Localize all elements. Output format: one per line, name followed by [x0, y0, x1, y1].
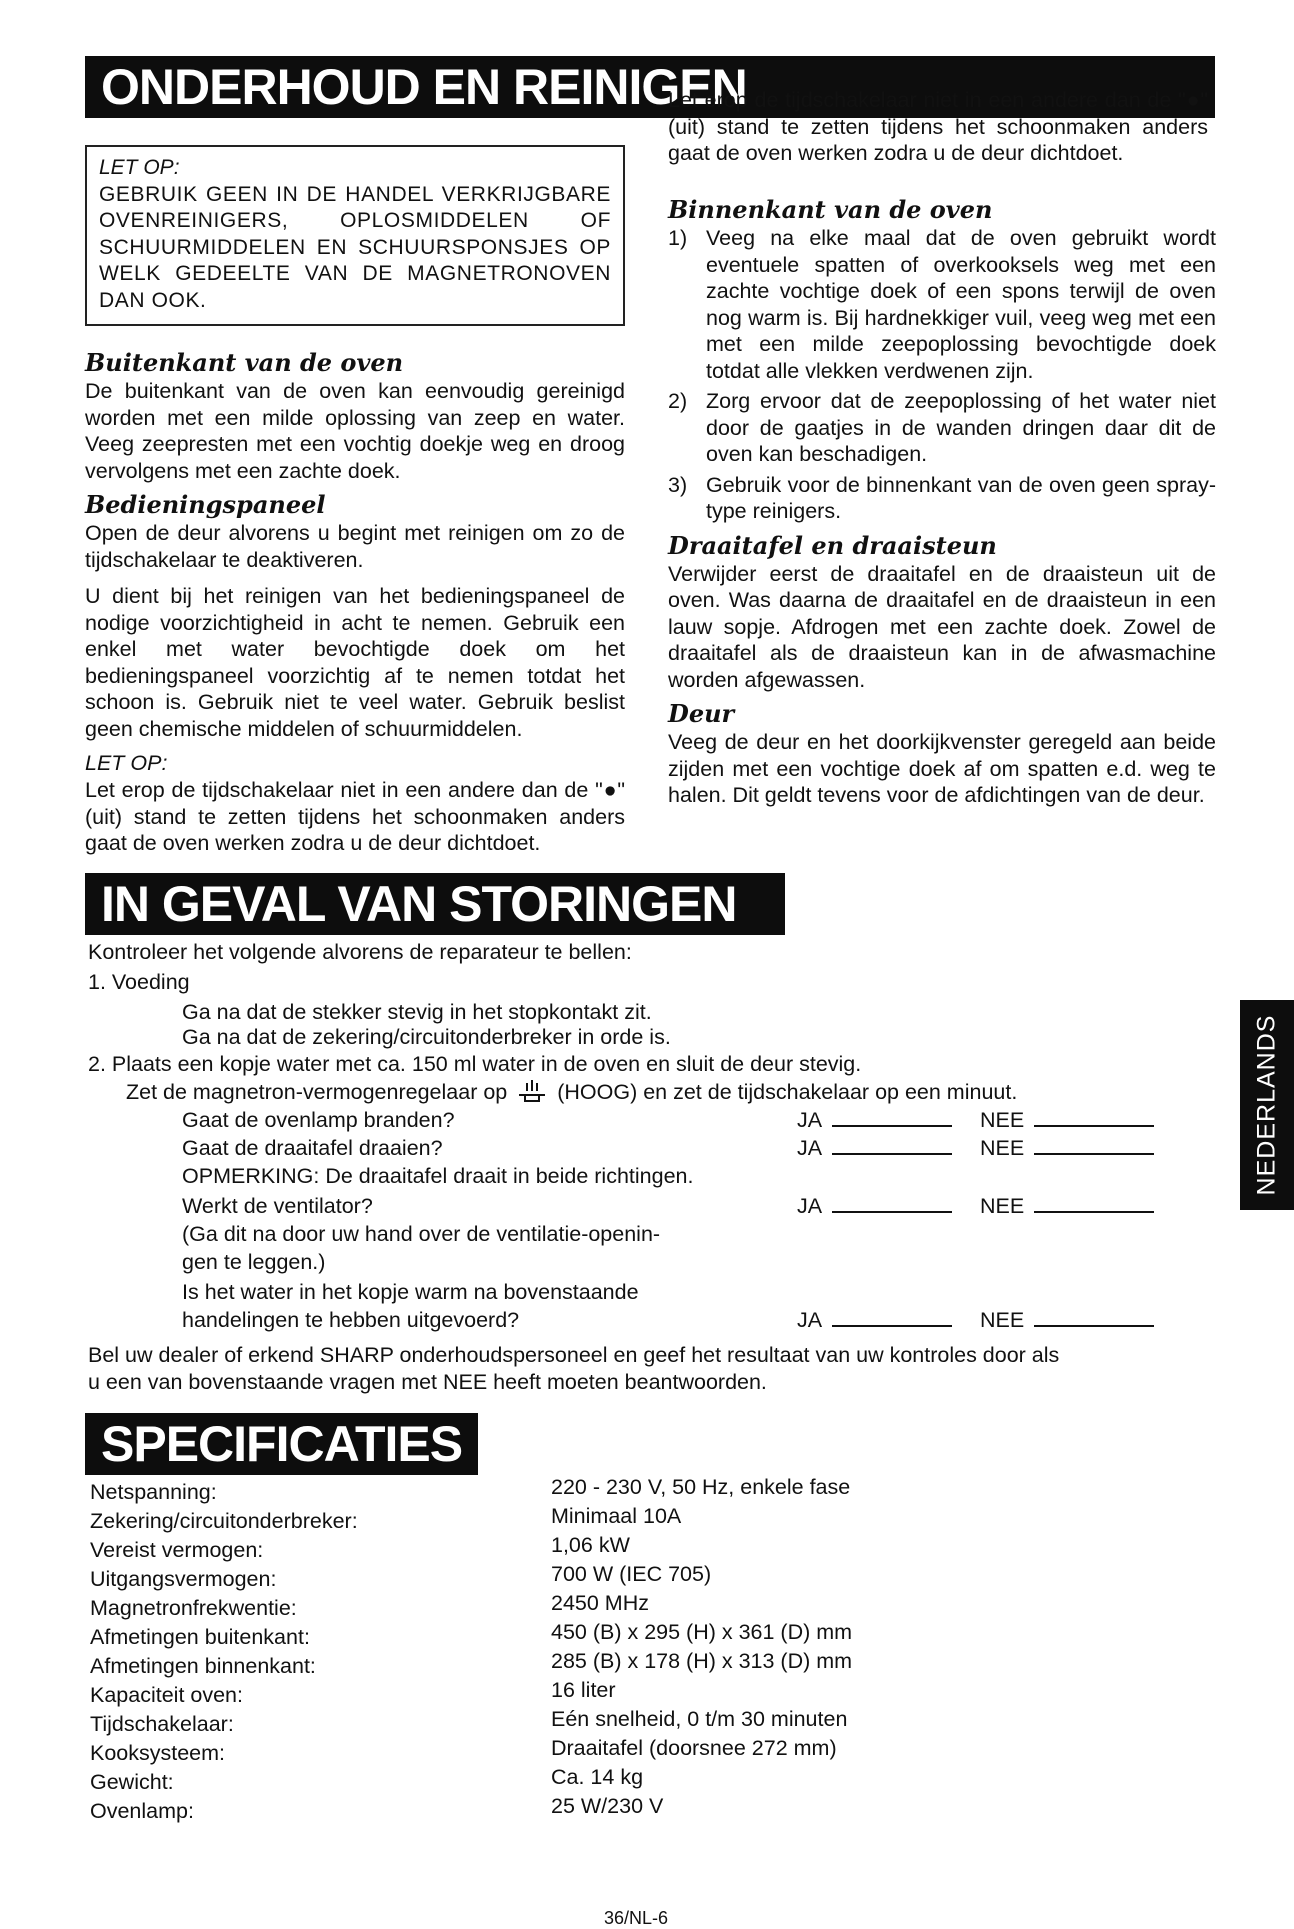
- answer-ja-2[interactable]: JA: [797, 1134, 952, 1162]
- spec-label: Kapaciteit oven:: [90, 1683, 243, 1707]
- step-1-voeding: 1. Voeding: [88, 970, 190, 994]
- spec-label: Kooksysteem:: [90, 1741, 226, 1765]
- question-ventilator: Werkt de ventilator?: [182, 1194, 373, 1218]
- answer-nee-2[interactable]: NEE: [980, 1134, 1154, 1162]
- list-item: 1) Veeg na elke maal dat de oven gebruikt wordt eventuele spatten of overkooksels weg met een zachte vochtige doek of een spons terwijl de oven nog warm is. Bij hardnekkiger vuil, veeg weg met een met een milde zeepoplossing bevochtigde doek totdat alle vlekken verdwenen zijn.: [668, 226, 1216, 383]
- answer-line[interactable]: [832, 1195, 952, 1213]
- spec-label: Vereist vermogen:: [90, 1538, 264, 1562]
- warning-text: GEBRUIK GEEN IN DE HANDEL VERKRIJGBARE OVENREINIGERS, OPLOSMIDDELEN OF SCHUURMIDDELEN EN SCHUURSPONSJES OP WELK GEDEELTE VAN DE MAGNETRONOVEN DAN OOK.: [99, 182, 611, 312]
- step-1-check-breaker: Ga na dat de zekering/circuitonderbreker in orde is.: [182, 1025, 671, 1049]
- page-number: 36/NL-6: [604, 1908, 669, 1928]
- heading-buitenkant: Buitenkant van de oven: [85, 348, 404, 377]
- answer-ja-4[interactable]: JA: [797, 1306, 952, 1334]
- spec-value: Ca. 14 kg: [551, 1765, 644, 1789]
- remark-draaitafel: OPMERKING: De draaitafel draait in beide richtingen.: [182, 1164, 694, 1188]
- section-title-onderhoud: ONDERHOUD EN REINIGEN: [85, 56, 1215, 118]
- warning-box: [85, 145, 625, 326]
- answer-line[interactable]: [832, 1137, 952, 1155]
- spec-value: 700 W (IEC 705): [551, 1562, 712, 1586]
- heading-deur: Deur: [668, 699, 735, 728]
- heading-bedieningspaneel: Bedieningspaneel: [85, 490, 326, 519]
- list-item: 2) Zorg ervoor dat de zeepoplossing of het water niet door de gaatjes in de wanden dringen daar dit de oven kan beschadigen.: [668, 389, 1216, 466]
- question-water-2: handelingen te hebben uitgevoerd?: [182, 1308, 520, 1332]
- answer-nee-4[interactable]: NEE: [980, 1306, 1154, 1334]
- spec-label: Afmetingen buitenkant:: [90, 1625, 310, 1649]
- right-column: [668, 88, 1216, 809]
- answer-nee-3[interactable]: NEE: [980, 1192, 1154, 1220]
- list-item: 3) Gebruik voor de binnenkant van de oven geen spray-type reinigers.: [668, 472, 1216, 523]
- spec-value: 285 (B) x 178 (H) x 313 (D) mm: [551, 1649, 853, 1673]
- heading-draaitafel: Draaitafel en draaisteun: [668, 530, 997, 560]
- spec-value: 25 W/230 V: [551, 1794, 664, 1818]
- ventilator-note-1: (Ga dit na door uw hand over de ventilatie-openin-: [182, 1222, 661, 1246]
- warning-label: LET OP:: [99, 156, 180, 179]
- note-label: LET OP:: [85, 751, 168, 775]
- section-title-specificaties: SPECIFICATIES: [85, 1413, 478, 1475]
- spec-value: Draaitafel (doorsnee 272 mm): [551, 1736, 837, 1760]
- heading-binnenkant: Binnenkant van de oven: [668, 195, 993, 224]
- answer-ja-1[interactable]: JA: [797, 1106, 952, 1134]
- spec-value: 220 - 230 V, 50 Hz, enkele fase: [551, 1475, 851, 1499]
- text-deur: Veeg de deur en het doorkijkvenster geregeld aan beide zijden met een vochtige doek af om spatten e.d. weg te halen. Dit geldt tevens voor de afdichtingen van de deur.: [668, 730, 1216, 807]
- spec-label: Uitgangsvermogen:: [90, 1567, 277, 1591]
- spec-label: Zekering/circuitonderbreker:: [90, 1509, 358, 1533]
- answer-nee-1[interactable]: NEE: [980, 1106, 1154, 1134]
- language-tab: NEDERLANDS: [1240, 1000, 1294, 1210]
- answer-line[interactable]: [832, 1309, 952, 1327]
- answer-line[interactable]: [832, 1109, 952, 1127]
- spec-label: Magnetronfrekwentie:: [90, 1596, 297, 1620]
- step-2-set-power: Zet de magnetron-vermogenregelaar op (HOOG) en zet de tijdschakelaar op een minuut.: [126, 1077, 1017, 1106]
- left-column: [85, 145, 625, 855]
- spec-value: 450 (B) x 295 (H) x 361 (D) mm: [551, 1620, 853, 1644]
- binnenkant-list: [668, 225, 1216, 525]
- closing-text-1: Bel uw dealer of erkend SHARP onderhoudspersoneel en geef het resultaat van uw kontroles door als: [88, 1343, 1060, 1367]
- spec-value: 16 liter: [551, 1678, 616, 1702]
- spec-label: Tijdschakelaar:: [90, 1712, 234, 1736]
- spec-value: Minimaal 10A: [551, 1504, 682, 1528]
- spec-value: Eén snelheid, 0 t/m 30 minuten: [551, 1707, 848, 1731]
- spec-label: Afmetingen binnenkant:: [90, 1654, 316, 1678]
- storingen-intro: Kontroleer het volgende alvorens de reparateur te bellen:: [88, 940, 632, 964]
- text-buitenkant: De buitenkant van de oven kan eenvoudig gereinigd worden met een milde oplossing van zeep en water. Veeg zeepresten met een vochtig doekje weg en droog vervolgens met een zachte doek.: [85, 379, 625, 483]
- spec-label: Ovenlamp:: [90, 1799, 194, 1823]
- note-text-continued: Let erop de tijdschakelaar niet in een andere dan de "●" (uit) stand te zetten tijdens het schoonmaken anders gaat de oven werken zodra u de deur dichtdoet.: [668, 88, 1208, 165]
- spec-value: 2450 MHz: [551, 1591, 649, 1615]
- text-bedieningspaneel-2: U dient bij het reinigen van het bedieningspaneel de nodige voorzichtigheid in acht te nemen. Gebruik een enkel met water bevochtigde doek om het bedieningspaneel voorzichtig af te nemen totdat het schoon is. Gebruik niet te veel water. Gebruik beslist geen chemische middelen of schuurmiddelen.: [85, 584, 625, 741]
- ventilator-note-2: gen te leggen.): [182, 1250, 326, 1274]
- question-ovenlamp: Gaat de ovenlamp branden?: [182, 1108, 455, 1132]
- question-water-1: Is het water in het kopje warm na bovenstaande: [182, 1280, 639, 1304]
- step-1-check-plug: Ga na dat de stekker stevig in het stopkontakt zit.: [182, 1000, 652, 1024]
- question-draaitafel: Gaat de draaitafel draaien?: [182, 1136, 443, 1160]
- answer-line[interactable]: [1034, 1109, 1154, 1127]
- answer-line[interactable]: [1034, 1137, 1154, 1155]
- high-power-icon: [517, 1077, 547, 1103]
- answer-line[interactable]: [1034, 1309, 1154, 1327]
- section-title-storingen: IN GEVAL VAN STORINGEN: [85, 873, 785, 935]
- spec-label: Netspanning:: [90, 1480, 217, 1504]
- step-2: 2. Plaats een kopje water met ca. 150 ml water in de oven en sluit de deur stevig.: [88, 1052, 862, 1076]
- answer-ja-3[interactable]: JA: [797, 1192, 952, 1220]
- spec-label: Gewicht:: [90, 1770, 174, 1794]
- spec-value: 1,06 kW: [551, 1533, 630, 1557]
- closing-text-2: u een van bovenstaande vragen met NEE heeft moeten beantwoorden.: [88, 1370, 767, 1394]
- note-text-part1: Let erop de tijdschakelaar niet in een andere dan de "●" (uit) stand te zetten tijdens het schoonmaken anders gaat de oven werken zodra u de deur dichtdoet.: [85, 778, 625, 855]
- text-bedieningspaneel-1: Open de deur alvorens u begint met reinigen om zo de tijdschakelaar te deaktiveren.: [85, 521, 625, 572]
- text-draaitafel: Verwijder eerst de draaitafel en de draaisteun uit de oven. Was daarna de draaitafel en de draaisteun in een lauw sopje. Afdrogen met een zachte doek. Zowel de draaitafel als de draaisteun kan in de afwasmachine worden afgewassen.: [668, 561, 1216, 692]
- answer-line[interactable]: [1034, 1195, 1154, 1213]
